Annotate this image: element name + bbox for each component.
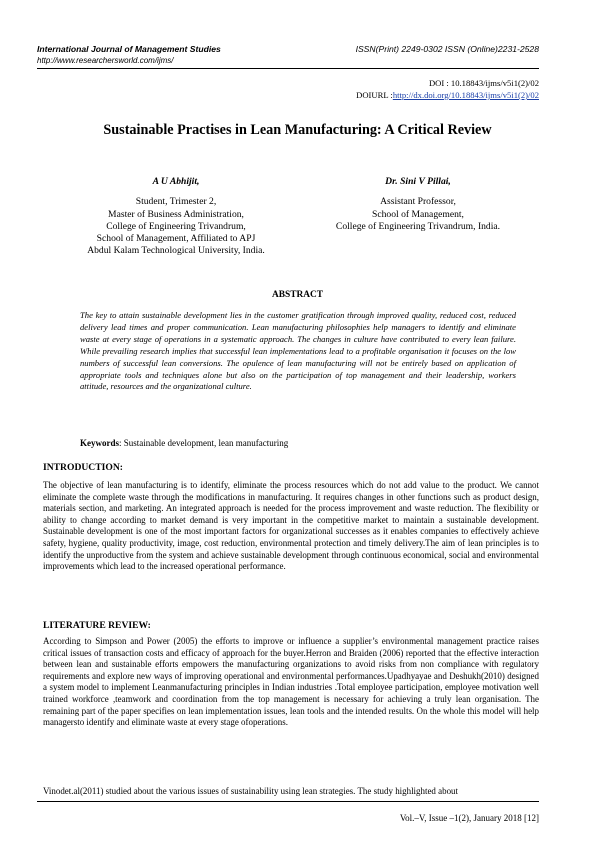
doi-url-link[interactable]: http://dx.doi.org/10.18843/ijms/v5i1(2)/02	[392, 90, 539, 100]
abstract-text: The key to attain sustainable development lies in the customer gratification through improved quality, reduced cost, reduced delivery lead times and proper communication. Lean manufacturing philosophies help managers to identify and eliminate waste at every stage of operations in a systematic approach. The changes in culture have contributed to every lean failure. While prevailing research implies that successful lean implementations lead to a profitable organisation it focuses on the low numbers of successful lean conversions. The opulence of lean manufacturing will not be entirely based on application of appropriate tools and techniques alone but also on the participation of top management and their leadership, workers attitude, resources and the organizational culture.	[80, 310, 516, 392]
keywords-label: Keywords	[80, 438, 119, 448]
introduction-text: The objective of lean manufacturing is to identify, eliminate the process resources which do not add value to the product. We cannot eliminate the complete waste through the modifications in manufacturing. It requires changes in other functions such as product design, materials section, and marketing. An integrated approach is needed for the process improvement and waste reduction. The flexibility or ability to change according to market demand is very important in the competitive market to maintain a sustainable development. Sustainable development is one of the most important factors for organizational successes as it enables companies to effectively achieve safety, hygiene, quality productivity, image, cost reduction, environmental protection and timely delivery.The aim of lean principles is to identify the unproductive from the system and achieve sustainable development through continuous economical, social and environmental improvements which lead to the increased operational performance.	[43, 480, 539, 572]
journal-name: International Journal of Management Studies	[37, 44, 221, 54]
affiliation-line: Student, Trimester 2,	[135, 196, 217, 208]
author-block-2	[300, 176, 536, 233]
keywords-text: : Sustainable development, lean manufacturing	[119, 438, 289, 448]
affiliation-line: College of Engineering Trivandrum, India.	[335, 220, 501, 232]
affiliation-line: School of Management, Affiliated to APJ	[96, 233, 256, 245]
doi-url-line	[356, 90, 539, 100]
journal-url[interactable]: http://www.researchersworld.com/ijms/	[37, 56, 174, 65]
author-block-1	[60, 176, 292, 258]
affiliation-line: Assistant Professor,	[380, 196, 456, 208]
author-name: Dr. Sini V Pillai,	[385, 176, 451, 187]
paper-title: Sustainable Practises in Lean Manufacturing: A Critical Review	[103, 122, 492, 138]
literature-text: According to Simpson and Power (2005) the efforts to improve or influence a supplier’s environmental management practice raises critical issues of transaction costs and efficacy of approach for the buyer.Herron and Braiden (2006) reported that the effective interaction between lean and sustainable efforts empowers the manufacturing organizations to avoid risks from non compliance with regulatory requirements and explore new ways of improving operational and environmental performances.Upadhyayae and Deshukh(2010) designed a system model to implement Leanmanufacturing principles in Indian industries .Total employee participation, employee motivation well trained workforce ,teamwork and coordination from the top management is necessary for achieving a truly lean organisation. The remaining part of the paper specifies on lean implementation issues, lean tools and the intended results. On the whole this model will help managersto identify and eliminate waste at every stage ofoperations.	[43, 636, 539, 728]
affiliation-line: College of Engineering Trivandrum,	[106, 220, 246, 232]
issn-line: ISSN(Print) 2249-0302 ISSN (Online)2231-2528	[355, 44, 539, 54]
affiliation-line: School of Management,	[372, 208, 464, 220]
page-footer: Vol.–V, Issue –1(2), January 2018 [12]	[399, 813, 539, 823]
footer-rule	[37, 801, 539, 802]
introduction-heading: INTRODUCTION:	[43, 462, 123, 473]
doi-line: DOI : 10.18843/ijms/v5i1(2)/02	[428, 78, 539, 88]
doi-url-label: DOIURL :	[356, 90, 393, 100]
keywords-line	[80, 438, 288, 448]
abstract-heading: ABSTRACT	[271, 290, 324, 300]
literature-heading: LITERATURE REVIEW:	[43, 620, 151, 631]
author-name: A U Abhijit,	[152, 176, 200, 187]
header-rule	[37, 68, 539, 69]
affiliation-line: Abdul Kalam Technological University, India.	[87, 245, 265, 257]
literature-text-continued: Vinodet.al(2011) studied about the various issues of sustainability using lean strategies. The study highlighted about	[43, 786, 458, 796]
affiliation-line: Master of Business Administration,	[108, 208, 244, 220]
